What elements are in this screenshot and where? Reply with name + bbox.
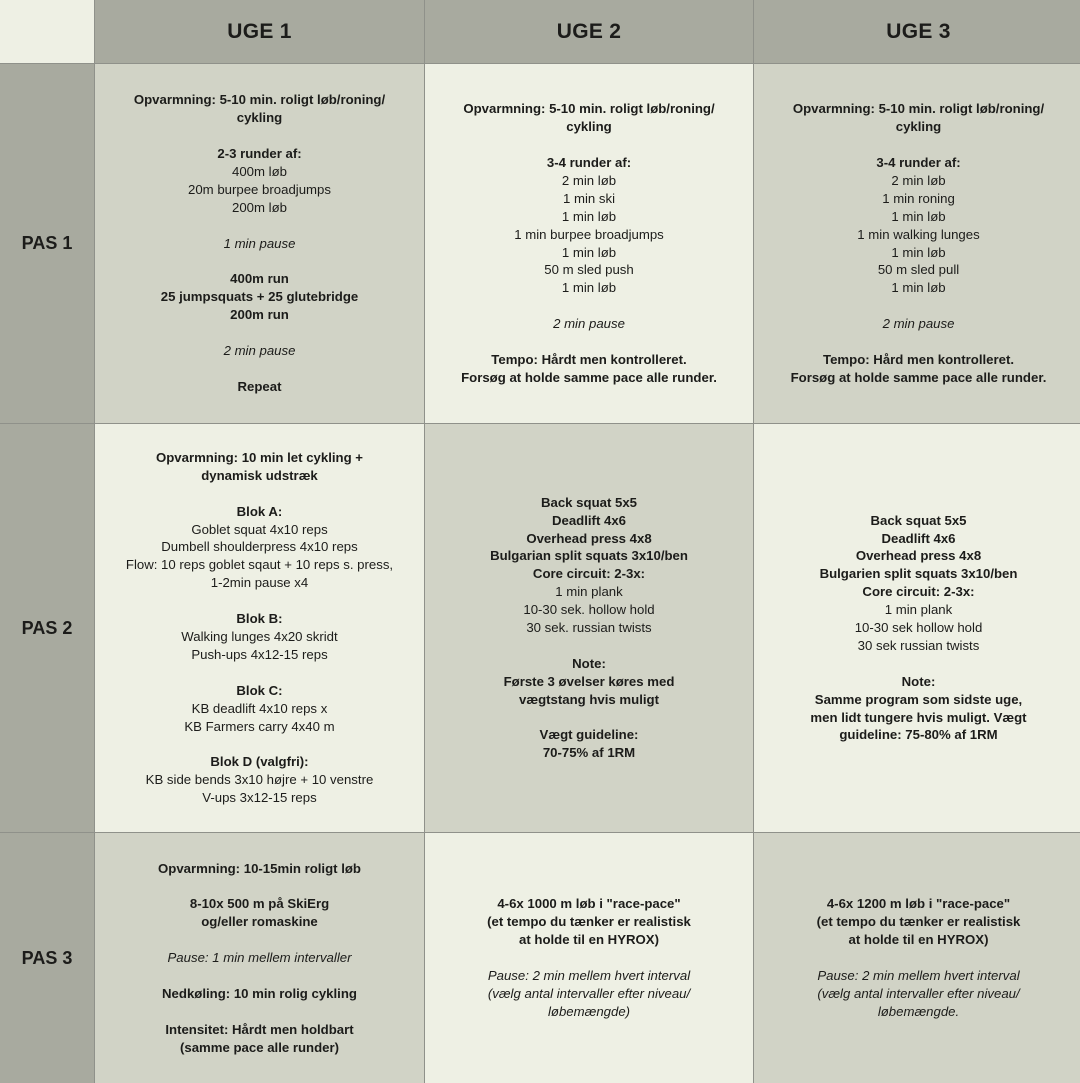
- exercise-line: 1 min løb: [891, 208, 946, 224]
- bold-line: Back squat 5x5: [540, 494, 638, 510]
- session-cell: [95, 833, 424, 1083]
- bold-line: Bulgarian split squats 3x10/ben: [490, 548, 688, 564]
- exercise-line: 1 min løb: [561, 244, 617, 260]
- bold-line: Opvarmning: 5-10 min. roligt løb/roning/: [463, 101, 715, 117]
- exercise-line: 50 m sled pull: [877, 262, 960, 278]
- exercise-line: Push-ups 4x12-15 reps: [191, 646, 328, 662]
- cell-text-block: [487, 895, 691, 1020]
- exercise-line: 30 sek russian twists: [857, 637, 980, 653]
- session-cell: [425, 64, 753, 423]
- spacer: [810, 655, 1026, 673]
- cell-text-block: [810, 512, 1026, 745]
- bold-line: Blok B:: [236, 611, 283, 627]
- exercise-line: V-ups 3x12-15 reps: [202, 790, 317, 806]
- bold-line: 8-10x 500 m på SkiErg: [189, 896, 330, 912]
- spacer: [791, 297, 1047, 315]
- bold-line: 400m run: [230, 271, 289, 287]
- exercise-line: 30 sek. russian twists: [526, 620, 652, 636]
- bold-line: Back squat 5x5: [870, 512, 967, 528]
- cell-text-block: [461, 100, 717, 386]
- spacer: [134, 360, 385, 378]
- bold-line: Note:: [572, 655, 606, 671]
- bold-line: 200m run: [230, 307, 289, 323]
- row-header-session-2: PAS 2: [0, 424, 94, 832]
- bold-line: Nedkøling: 10 min rolig cykling: [162, 985, 357, 1001]
- row-header-session-3: PAS 3: [0, 833, 94, 1083]
- session-cell: [95, 424, 424, 832]
- spacer: [158, 877, 361, 895]
- bold-line: 3-4 runder af:: [546, 154, 632, 170]
- cell-text-block: [817, 895, 1021, 1020]
- bold-line: 2-3 runder af:: [217, 146, 302, 162]
- exercise-line: 1 min burpee broadjumps: [514, 226, 664, 242]
- bold-line: Forsøg at holde samme pace alle runder.: [461, 369, 717, 385]
- session-cell: [425, 424, 753, 832]
- bold-line: dynamisk udstræk: [201, 467, 318, 483]
- spacer: [461, 333, 717, 351]
- exercise-line: Goblet squat 4x10 reps: [191, 521, 328, 537]
- bold-line: 4-6x 1000 m løb i "race-pace": [497, 896, 681, 912]
- italic-note: løbemængde): [547, 1003, 631, 1019]
- bold-line: Overhead press 4x8: [526, 530, 652, 546]
- bold-line: at holde til en HYROX): [519, 932, 659, 948]
- exercise-line: 1-2min pause x4: [210, 575, 309, 591]
- cell-text-block: [134, 91, 385, 395]
- bold-line: Intensitet: Hårdt men holdbart: [165, 1021, 354, 1037]
- column-header-week-2: UGE 2: [425, 0, 753, 63]
- bold-line: cykling: [895, 119, 942, 135]
- bold-line: Opvarmning: 10 min let cykling +: [155, 449, 363, 465]
- bold-line: Deadlift 4x6: [881, 530, 956, 546]
- spacer: [134, 217, 385, 235]
- table-corner: [0, 0, 94, 63]
- exercise-line: 1 min løb: [891, 244, 946, 260]
- exercise-line: Walking lunges 4x20 skridt: [181, 629, 338, 644]
- italic-note: 2 min pause: [223, 342, 296, 358]
- bold-line: Vægt guideline:: [539, 727, 639, 743]
- bold-line: at holde til en HYROX): [848, 932, 989, 948]
- exercise-line: 10-30 sek hollow hold: [854, 620, 983, 636]
- row-header-session-1: PAS 1: [0, 64, 94, 423]
- spacer: [158, 931, 361, 949]
- spacer: [134, 324, 385, 342]
- spacer: [126, 592, 393, 610]
- bold-line: Note:: [901, 673, 936, 689]
- italic-note: Pause: 1 min mellem intervaller: [167, 950, 352, 966]
- bold-line: cykling: [566, 119, 612, 135]
- bold-line: 70-75% af 1RM: [542, 745, 636, 761]
- bold-line: (et tempo du tænker er realistisk: [487, 914, 691, 930]
- spacer: [158, 967, 361, 985]
- bold-line: Bulgarien split squats 3x10/ben: [819, 566, 1018, 582]
- bold-line: Opvarmning: 10-15min roligt løb: [158, 860, 361, 876]
- bold-line: guideline: 75-80% af 1RM: [839, 727, 998, 743]
- exercise-line: Flow: 10 reps goblet sqaut + 10 reps s. press,: [125, 557, 394, 573]
- bold-line: Core circuit: 2-3x:: [862, 584, 975, 600]
- spacer: [461, 297, 717, 315]
- spacer: [126, 664, 393, 682]
- exercise-line: 2 min løb: [891, 172, 946, 188]
- session-cell: [95, 64, 424, 423]
- spacer: [487, 949, 691, 967]
- exercise-line: 1 min løb: [561, 280, 617, 296]
- italic-note: 2 min pause: [882, 316, 955, 332]
- spacer: [490, 637, 688, 655]
- spacer: [817, 949, 1021, 967]
- column-header-week-1: UGE 1: [95, 0, 424, 63]
- italic-note: (vælg antal intervaller efter niveau/: [487, 985, 691, 1001]
- bold-line: Overhead press 4x8: [855, 548, 982, 564]
- exercise-line: Dumbell shoulderpress 4x10 reps: [161, 539, 358, 555]
- italic-note: (vælg antal intervaller efter niveau/: [817, 985, 1020, 1001]
- exercise-line: 1 min walking lunges: [857, 226, 980, 242]
- italic-note: Pause: 2 min mellem hvert interval: [487, 967, 691, 983]
- spacer: [158, 1003, 361, 1021]
- exercise-line: 1 min ski: [562, 190, 616, 206]
- exercise-line: 1 min plank: [884, 602, 953, 618]
- exercise-line: 10-30 sek. hollow hold: [523, 602, 655, 618]
- spacer: [791, 333, 1047, 351]
- spacer: [490, 709, 688, 727]
- exercise-line: 1 min roning: [882, 190, 955, 206]
- bold-line: Opvarmning: 5-10 min. roligt løb/roning/: [792, 101, 1045, 117]
- bold-line: 3-4 runder af:: [876, 154, 961, 170]
- exercise-line: KB Farmers carry 4x40 m: [184, 718, 335, 734]
- spacer: [134, 127, 385, 145]
- bold-line: Første 3 øvelser køres med: [503, 673, 675, 689]
- bold-line: 4-6x 1200 m løb i "race-pace": [826, 896, 1011, 912]
- bold-line: Blok D (valgfri):: [210, 754, 309, 770]
- italic-note: 1 min pause: [223, 235, 296, 251]
- exercise-line: KB deadlift 4x10 reps x: [191, 700, 328, 716]
- cell-text-block: [158, 860, 361, 1057]
- bold-line: Deadlift 4x6: [551, 512, 627, 528]
- bold-line: (samme pace alle runder): [179, 1039, 340, 1055]
- bold-line: Core circuit: 2-3x:: [532, 566, 646, 582]
- bold-line: men lidt tungere hvis muligt. Vægt: [810, 709, 1027, 725]
- spacer: [461, 136, 717, 154]
- italic-note: Pause: 2 min mellem hvert interval: [817, 967, 1020, 983]
- bold-line: Blok C:: [236, 682, 283, 698]
- exercise-line: 1 min løb: [891, 280, 946, 296]
- exercise-line: 50 m sled push: [544, 262, 634, 278]
- bold-line: vægtstang hvis muligt: [519, 691, 659, 707]
- cell-text-block: [791, 100, 1047, 386]
- bold-line: Repeat: [237, 378, 282, 394]
- bold-line: Samme program som sidste uge,: [814, 691, 1023, 707]
- exercise-line: 20m burpee broadjumps: [188, 181, 331, 197]
- exercise-line: 2 min løb: [561, 172, 617, 188]
- spacer: [791, 136, 1047, 154]
- bold-line: Blok A:: [236, 503, 283, 519]
- spacer: [126, 735, 393, 753]
- spacer: [126, 485, 393, 503]
- bold-line: og/eller romaskine: [201, 914, 318, 930]
- session-cell: [425, 833, 753, 1083]
- session-cell: [754, 833, 1080, 1083]
- session-cell: [754, 64, 1080, 423]
- bold-line: Forsøg at holde samme pace alle runder.: [790, 369, 1047, 385]
- exercise-line: 400m løb: [232, 163, 287, 179]
- cell-text-block: [126, 449, 393, 807]
- bold-line: Opvarmning: 5-10 min. roligt løb/roning/: [133, 92, 386, 108]
- exercise-line: KB side bends 3x10 højre + 10 venstre: [145, 772, 374, 788]
- bold-line: (et tempo du tænker er realistisk: [816, 914, 1021, 930]
- italic-note: løbemængde.: [877, 1003, 960, 1019]
- bold-line: cykling: [236, 110, 283, 126]
- spacer: [134, 252, 385, 270]
- cell-text-block: [490, 494, 688, 763]
- session-cell: [754, 424, 1080, 832]
- exercise-line: 1 min løb: [561, 208, 617, 224]
- bold-line: Tempo: Hård men kontrolleret.: [823, 351, 1014, 367]
- exercise-line: 200m løb: [232, 199, 287, 215]
- italic-note: 2 min pause: [553, 316, 625, 332]
- bold-line: 25 jumpsquats + 25 glutebridge: [160, 289, 359, 305]
- column-header-week-3: UGE 3: [754, 0, 1080, 63]
- bold-line: Tempo: Hårdt men kontrolleret.: [491, 351, 687, 367]
- exercise-line: 1 min plank: [555, 584, 623, 600]
